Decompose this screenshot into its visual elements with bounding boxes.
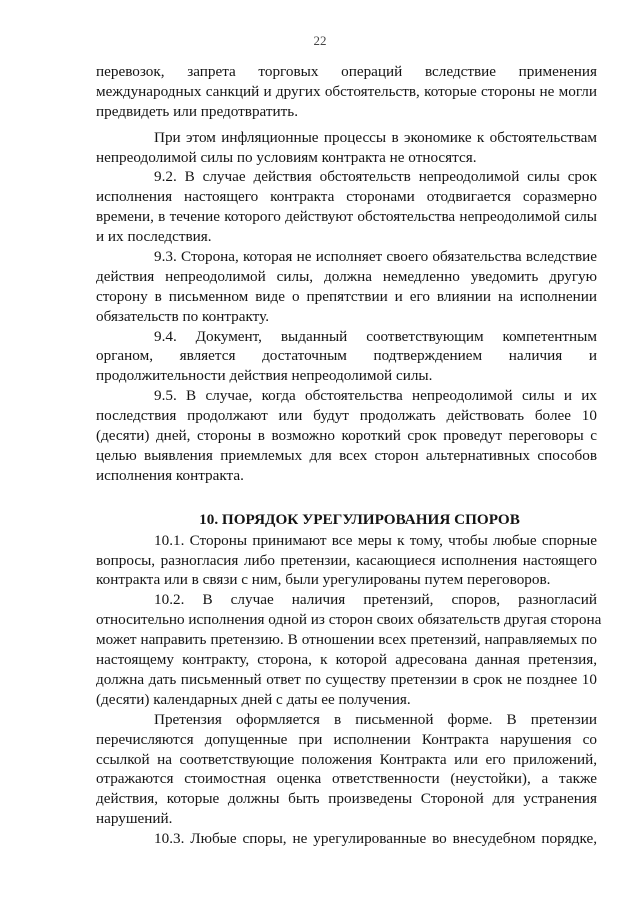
text-line: последствия продолжают или будут продолжать действовать более 10	[96, 407, 597, 425]
text-line: действия непреодолимой силы, должна немедленно уведомить другую	[96, 267, 597, 285]
text-line: исполнения настоящего контракта сторонами отодвигается соразмерно	[96, 188, 597, 206]
paragraph-9-4	[96, 327, 597, 387]
text-line: сторону в письменном виде о препятствии и его влиянии на исполнении	[96, 287, 597, 305]
paragraph-inflation	[96, 128, 597, 168]
document-body	[96, 62, 602, 849]
text-line: контракта или в связи с ним, были урегулированы путем переговоров.	[96, 571, 551, 589]
text-line: 10.1. Стороны принимают все меры к тому, чтобы любые спорные	[154, 531, 597, 549]
text-line: вопросы, разногласия либо претензии, касающиеся исполнения настоящего	[96, 551, 597, 569]
text-line: времени, в течение которого действуют обстоятельства непреодолимой силы	[96, 208, 597, 226]
text-line: перечисляются допущенные при исполнении Контракта нарушения со	[96, 730, 597, 748]
text-line: настоящему контракту, сторона, к которой адресована данная претензия,	[96, 651, 597, 669]
text-line: и их последствия.	[96, 228, 212, 246]
paragraph-10-2	[96, 590, 602, 709]
text-line: нарушений.	[96, 810, 173, 828]
paragraph-9-5	[96, 386, 597, 485]
text-line: может направить претензию. В отношении всех претензий, направляемых по	[96, 631, 597, 649]
paragraph-claim	[96, 710, 597, 829]
text-line: ссылкой на соответствующие положения Контракта или его приложений,	[96, 750, 597, 768]
text-line: органом, является достаточным подтверждением наличия и	[96, 347, 597, 365]
text-line: 10.2. В случае наличия претензий, споров, разногласий	[154, 591, 597, 609]
text-line: должна дать письменный ответ по существу претензии в срок не позднее 10	[96, 670, 597, 688]
text-line: отражаются стоимостная оценка ответственности (неустойки), а также	[96, 770, 597, 788]
text-line: продолжительности действия непреодолимой силы.	[96, 367, 433, 385]
text-line: 10.3. Любые споры, не урегулированные во внесудебном порядке,	[154, 830, 597, 848]
text-line: исполнения контракта.	[96, 466, 244, 484]
text-line: непреодолимой силы по условиям контракта не относятся.	[96, 148, 477, 166]
text-line: перевозок, запрета торговых операций вследствие применения	[96, 63, 597, 80]
paragraph-9-3	[96, 247, 597, 327]
text-line: целью выявления приемлемых для всех сторон альтернативных способов	[96, 446, 597, 464]
text-line: 9.4. Документ, выданный соответствующим компетентным	[154, 327, 597, 345]
text-line: 9.2. В случае действия обстоятельств непреодолимой силы срок	[154, 168, 597, 186]
page-number: 22	[313, 33, 327, 48]
text-line: (десяти) дней, стороны в возможно короткий срок проведут переговоры с	[96, 427, 597, 445]
text-line: предвидеть или предотвратить.	[96, 102, 299, 120]
paragraph-10-1	[96, 531, 597, 591]
text-line: обязательств по контракту.	[96, 307, 269, 325]
text-line: Претензия оформляется в письменной форме. В претензии	[154, 710, 597, 728]
text-line: международных санкций и других обстоятельств, которые стороны не могли	[96, 82, 597, 100]
paragraph-9-2	[96, 167, 597, 247]
paragraph-continuation	[96, 62, 597, 122]
text-line: действия, которые должны быть произведены Стороной для устранения	[96, 790, 597, 808]
text-line: При этом инфляционные процессы в экономике к обстоятельствам	[154, 128, 597, 146]
text-line: относительно исполнения одной из сторон своих обязательств другая сторона	[96, 611, 602, 629]
text-line: (десяти) календарных дней с даты ее получения.	[96, 690, 411, 708]
paragraph-10-3	[96, 829, 597, 849]
section-heading: 10. ПОРЯДОК УРЕГУЛИРОВАНИЯ СПОРОВ	[199, 510, 520, 528]
text-line: 9.5. В случае, когда обстоятельства непреодолимой силы и их	[154, 387, 597, 405]
text-line: 9.3. Сторона, которая не исполняет своего обязательства вследствие	[154, 248, 597, 266]
